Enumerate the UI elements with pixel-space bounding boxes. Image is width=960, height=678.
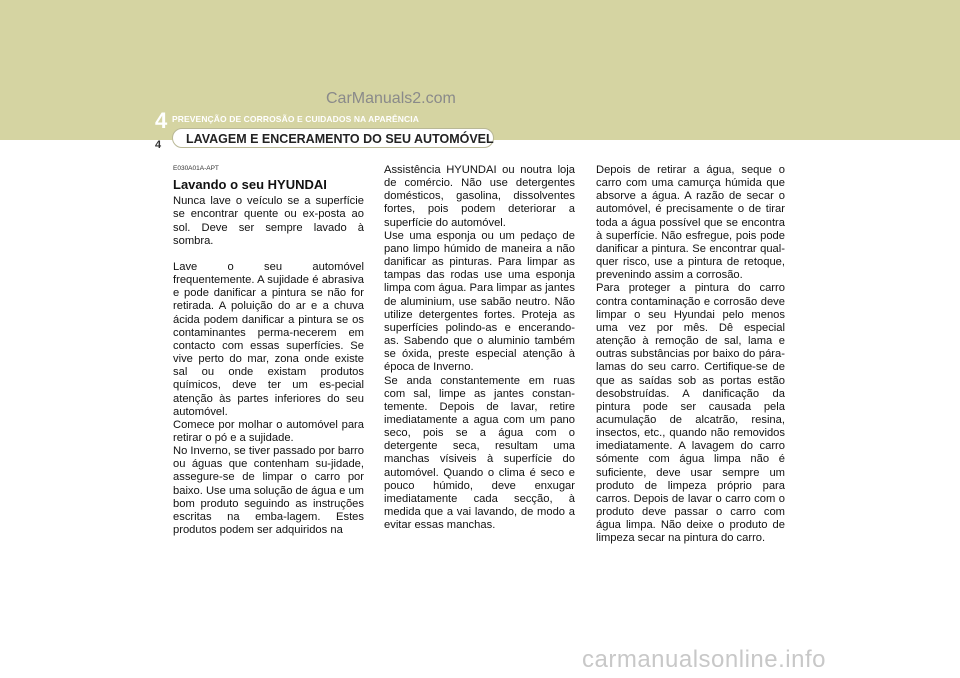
column-3 <box>596 164 785 546</box>
paragraph: Depois de retirar a água, seque o carro com uma camurça húmida que absorve a água. A razão de secar o automóvel, é precisamente o de tirar toda a água possível que se encontra à superfície. Não esfregue, pois pode danificar a pintura. Se encontrar qual-quer risco, use a pintura de retoque, prevenindo assim a corrosão. <box>596 164 785 282</box>
paragraph: No Inverno, se tiver passado por barro ou águas que contenham su-jidade, assegure-se de limpar o carro por baixo. Use uma solução de água e um bom produto seguindo as instruções escritas na emba-lagem. Estes produtos podem ser adquiridos na <box>173 445 364 537</box>
chapter-title: PREVENÇÃO DE CORROSÃO E CUIDADOS NA APARÊNCIA <box>172 114 419 124</box>
watermark-bottom: carmanualsonline.info <box>582 646 826 673</box>
section-code: E030A01A-APT <box>173 165 219 172</box>
paragraph: Lave o seu automóvel frequentemente. A sujidade é abrasiva e pode danificar a pintura se não for retirada. A poluição do ar e a chuva ácida podem danificar a pintura se os contaminantes perma-necerem em contacto com essas superfícies. Se vive perto do mar, zona onde existe sal ou onde existam produtos químicos, deve ter um es-pecial atenção às partes inferiores do seu automóvel. <box>173 260 364 418</box>
page-number: 4 <box>155 139 162 151</box>
subheading: Lavando o seu HYUNDAI <box>173 177 327 193</box>
paragraph: Assistência HYUNDAI ou noutra loja de comércio. Não use detergentes domésticos, gasolina, dissolventes fortes, pois podem deteriorar a superfície do automóvel. <box>384 164 575 229</box>
paragraph: Para proteger a pintura do carro contra contaminação e corrosão deve limpar o seu Hyundai pelo menos uma vez por mês. Dê especial atenção à remoção de sal, lama e outras substâncias por baixo do pára-lamas do seu carro. Certifique-se de que as saídas sob as portas estão desobstruídas. A danificação da pintura pode ser causada pela acumulação de alcatrão, resina, insectos, etc., quando não removidos imediatamente. A lavagem do carro sómente com água limpa não é suficiente, deve usar sempre um produto de limpeza próprio para carros. Depois de lavar o carro com o produto deve passar o carro com água limpa. Não deixe o produto de limpeza secar na pintura do carro. <box>596 282 785 545</box>
paragraph: Se anda constantemente em ruas com sal, limpe as jantes constan-temente. Depois de lavar, retire imediatamente a agua com um pano seco, pois se a água com o detergente seca, resultam uma manchas vísiveis à superfície do automóvel. Quando o clima é seco e pouco húmido, deve enxugar imediatamente cada secção, à medida que a vai lavando, de modo a evitar essas manchas. <box>384 374 575 532</box>
paragraph: Comece por molhar o automóvel para retirar o pó e a sujidade. <box>173 418 364 444</box>
chapter-number: 4 <box>155 108 168 133</box>
section-title: LAVAGEM E ENCERAMENTO DO SEU AUTOMÓVEL <box>186 132 494 146</box>
paragraph: Nunca lave o veículo se a superfície se encontrar quente ou ex-posta ao sol. Deve ser sempre lavado à sombra. <box>173 195 364 247</box>
paragraph: Use uma esponja ou um pedaço de pano limpo húmido de maneira a não danificar as pinturas. Para limpar as tampas das rodas use uma esponja limpa com água. Para limpar as jantes de aluminium, use sabão neutro. Não utilize detergentes fortes. Proteja as superfícies polindo-as e encerando-as. Sabendo que o aluminio também se óxida, preste especial atenção à época de Inverno. <box>384 229 575 374</box>
watermark-top: CarManuals2.com <box>326 90 456 107</box>
column-2 <box>384 164 575 532</box>
header-band <box>0 0 960 140</box>
column-1 <box>173 162 364 537</box>
